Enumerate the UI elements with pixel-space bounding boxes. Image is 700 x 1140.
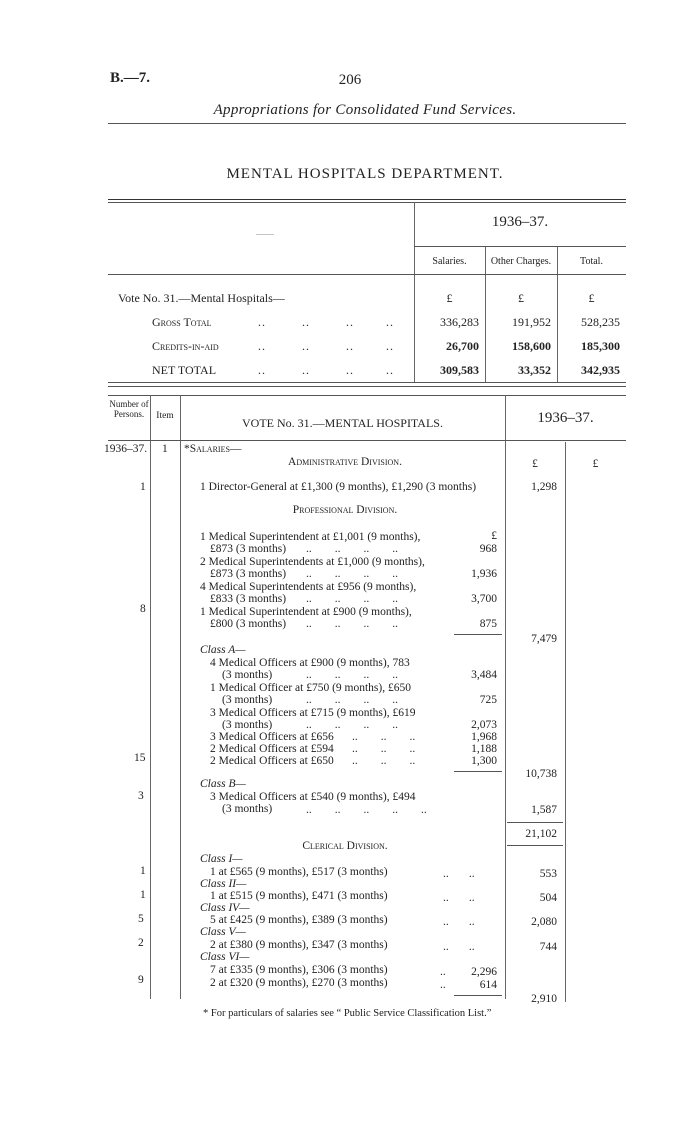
detail-head-rule bbox=[108, 440, 626, 441]
total-pound: £ bbox=[592, 458, 599, 470]
summary-bottom-rule-2 bbox=[108, 386, 626, 387]
class-iv-num: 5 bbox=[138, 913, 144, 925]
class-a-simple-2-dots: .. .. .. bbox=[352, 743, 416, 755]
credits-total: 185,300 bbox=[581, 339, 620, 353]
detail-year: 1936–37. bbox=[537, 410, 594, 426]
class-iv-text: 5 at £425 (9 months), £389 (3 months) bbox=[210, 914, 388, 926]
summary-head-rule bbox=[108, 274, 626, 275]
net-salaries: 309,583 bbox=[440, 363, 479, 377]
class-a-simple-1-val: 1,968 bbox=[471, 731, 497, 743]
class-vi-sum-rule bbox=[454, 995, 502, 996]
prof-line-1-val: 968 bbox=[479, 543, 497, 555]
class-vi-line-2-dots: .. bbox=[440, 979, 446, 991]
class-a-total: 10,738 bbox=[525, 768, 557, 780]
detail-top-rule bbox=[108, 395, 626, 396]
class-i-dots: .. .. bbox=[443, 868, 475, 880]
class-a-simple-2: 2 Medical Officers at £594 bbox=[210, 743, 334, 755]
class-iv-dots: .. .. bbox=[443, 916, 475, 928]
class-a-num: 15 bbox=[134, 752, 146, 764]
vote-label: Vote No. 31.—Mental Hospitals— bbox=[118, 291, 285, 305]
admin-num: 1 bbox=[140, 481, 146, 493]
prof-grand-rule bbox=[507, 822, 563, 823]
detail-title: VOTE No. 31.—MENTAL HOSPITALS. bbox=[242, 416, 443, 430]
class-b-val: 1,587 bbox=[531, 804, 557, 816]
header-rule bbox=[108, 123, 626, 124]
col-total: Total. bbox=[580, 256, 603, 267]
salaries-heading: *Salaries— bbox=[184, 443, 242, 455]
class-a-simple-1-dots: .. .. .. bbox=[352, 731, 416, 743]
class-b-heading: Class B— bbox=[200, 778, 246, 790]
class-vi-line-1: 7 at £335 (9 months), £306 (3 months) bbox=[210, 964, 388, 976]
class-vi-num: 9 bbox=[138, 974, 144, 986]
gross-total-label: Gross Total bbox=[152, 315, 212, 329]
class-a-line-3b: (3 months) bbox=[222, 719, 273, 731]
class-a-line-1b: (3 months) bbox=[222, 669, 273, 681]
gross-other: 191,952 bbox=[512, 315, 551, 329]
credits-salaries: 26,700 bbox=[446, 339, 479, 353]
pound-other: £ bbox=[518, 291, 524, 305]
net-total-label: NET TOTAL bbox=[152, 363, 217, 377]
class-v-num: 2 bbox=[138, 937, 144, 949]
class-a-line-2b: (3 months) bbox=[222, 694, 273, 706]
net-total: 342,935 bbox=[581, 363, 620, 377]
class-vi-line-2: 2 at £320 (9 months), £270 (3 months) bbox=[210, 977, 388, 989]
prof-grand-total: 21,102 bbox=[525, 828, 557, 840]
class-a-line-3-dots: .. .. .. .. bbox=[306, 719, 398, 731]
gross-total: 528,235 bbox=[581, 315, 620, 329]
prof-sum-rule bbox=[454, 634, 502, 635]
prof-line-4-dots: .. .. .. .. bbox=[306, 618, 398, 630]
class-a-line-2a: 1 Medical Officer at £750 (9 months), £650 bbox=[210, 682, 411, 694]
amount-pound: £ bbox=[532, 458, 538, 470]
pound-salaries: £ bbox=[446, 291, 453, 305]
class-v-dots: .. .. bbox=[443, 941, 475, 953]
col-other-charges: Other Charges. bbox=[490, 256, 552, 267]
prof-line-2-val: 1,936 bbox=[471, 568, 497, 580]
class-ii-heading: Class II— bbox=[200, 878, 247, 890]
prof-line-2a: 2 Medical Superintendents at £1,000 (9 months), bbox=[200, 556, 425, 568]
class-iv-val: 2,080 bbox=[531, 916, 557, 928]
credits-label: Credits-in-aid bbox=[152, 339, 219, 353]
report-reference: B.—7. bbox=[110, 70, 151, 86]
department-title: MENTAL HOSPITALS DEPARTMENT. bbox=[226, 166, 504, 182]
class-i-val: 553 bbox=[539, 868, 557, 880]
gross-salaries: 336,283 bbox=[440, 315, 479, 329]
prof-line-2b: £873 (3 months) bbox=[210, 568, 287, 580]
class-a-line-1-dots: .. .. .. .. bbox=[306, 669, 398, 681]
class-iv-heading: Class IV— bbox=[200, 902, 250, 914]
admin-amount: 1,298 bbox=[531, 481, 557, 493]
prof-line-3b: £833 (3 months) bbox=[210, 593, 287, 605]
prof-grand-rule-2 bbox=[507, 845, 563, 846]
prof-line-3-dots: .. .. .. .. bbox=[306, 593, 398, 605]
class-a-simple-3: 2 Medical Officers at £650 bbox=[210, 755, 334, 767]
col-number-persons: Number of Persons. bbox=[109, 399, 149, 419]
credits-dots: .. .. .. .. bbox=[258, 339, 394, 353]
class-ii-text: 1 at £515 (9 months), £471 (3 months) bbox=[210, 890, 388, 902]
summary-blank-header: —— bbox=[256, 229, 274, 239]
net-dots: .. .. .. .. bbox=[258, 363, 394, 377]
class-b-num: 3 bbox=[138, 790, 144, 802]
class-a-simple-2-val: 1,188 bbox=[471, 743, 497, 755]
admin-text: 1 Director-General at £1,300 (9 months), £1,290 (3 months) bbox=[200, 481, 477, 493]
page-number: 206 bbox=[338, 72, 362, 88]
class-ii-val: 504 bbox=[539, 892, 557, 904]
class-a-simple-1: 3 Medical Officers at £656 bbox=[210, 731, 334, 743]
first-year-label: 1936–37. bbox=[104, 443, 148, 455]
col-item: Item bbox=[156, 411, 174, 421]
class-b-dots: .. .. .. .. .. bbox=[306, 804, 427, 816]
prof-line-3-val: 3,700 bbox=[471, 593, 497, 605]
class-a-simple-3-dots: .. .. .. bbox=[352, 755, 416, 767]
col-salaries: Salaries. bbox=[432, 256, 467, 267]
prof-line-3a: 4 Medical Superintendents at £956 (9 months), bbox=[200, 581, 417, 593]
summary-top-rule-2 bbox=[108, 202, 626, 203]
class-v-heading: Class V— bbox=[200, 926, 246, 938]
prof-line-1-dots: .. .. .. .. bbox=[306, 543, 398, 555]
prof-line-1a: 1 Medical Superintendent at £1,001 (9 months), bbox=[200, 531, 421, 543]
prof-line-4-val: 875 bbox=[479, 618, 497, 630]
class-a-heading: Class A— bbox=[200, 644, 246, 656]
footnote: * For particulars of salaries see “ Public Service Classification List.” bbox=[203, 1008, 492, 1019]
prof-pound: £ bbox=[491, 530, 497, 542]
class-vi-line-1-val: 2,296 bbox=[471, 966, 497, 978]
class-a-line-3-val: 2,073 bbox=[471, 719, 497, 731]
class-v-val: 744 bbox=[539, 941, 557, 953]
credits-other: 158,600 bbox=[512, 339, 551, 353]
summary-year: 1936–37. bbox=[491, 214, 549, 230]
class-i-text: 1 at £565 (9 months), £517 (3 months) bbox=[210, 866, 388, 878]
admin-division-heading: Administrative Division. bbox=[288, 456, 402, 468]
class-v-text: 2 at £380 (9 months), £347 (3 months) bbox=[210, 939, 388, 951]
net-other: 33,352 bbox=[518, 363, 551, 377]
class-a-simple-3-val: 1,300 bbox=[471, 755, 497, 767]
class-vi-total: 2,910 bbox=[531, 993, 557, 1005]
prof-num: 8 bbox=[140, 603, 146, 615]
class-a-line-1-val: 3,484 bbox=[471, 669, 497, 681]
prof-division-heading: Professional Division. bbox=[292, 504, 398, 516]
class-vi-heading: Class VI— bbox=[200, 951, 250, 963]
prof-total: 7,479 bbox=[531, 633, 557, 645]
class-ii-dots: .. .. bbox=[443, 892, 475, 904]
item-number: 1 bbox=[162, 443, 168, 455]
class-vi-line-1-dots: .. bbox=[440, 966, 446, 978]
class-i-num: 1 bbox=[140, 865, 146, 877]
pound-total: £ bbox=[588, 291, 595, 305]
class-b-line-b: (3 months) bbox=[222, 803, 273, 815]
class-a-line-2-dots: .. .. .. .. bbox=[306, 694, 398, 706]
class-i-heading: Class I— bbox=[200, 853, 243, 865]
prof-line-2-dots: .. .. .. .. bbox=[306, 568, 398, 580]
prof-line-4b: £800 (3 months) bbox=[210, 618, 287, 630]
class-ii-num: 1 bbox=[140, 889, 146, 901]
prof-line-4a: 1 Medical Superintendent at £900 (9 months), bbox=[200, 606, 412, 618]
class-a-line-3a: 3 Medical Officers at £715 (9 months), £619 bbox=[210, 707, 416, 719]
class-a-line-2-val: 725 bbox=[479, 694, 497, 706]
page-subtitle: Appropriations for Consolidated Fund Services. bbox=[213, 102, 517, 118]
detail-num-divider bbox=[150, 395, 151, 999]
class-a-sum-rule bbox=[454, 771, 502, 772]
class-a-line-1a: 4 Medical Officers at £900 (9 months), 783 bbox=[210, 657, 410, 669]
class-b-line-a: 3 Medical Officers at £540 (9 months), £494 bbox=[210, 791, 416, 803]
summary-year-rule bbox=[414, 246, 626, 247]
clerical-division-heading: Clerical Division. bbox=[302, 840, 388, 852]
summary-bottom-rule bbox=[108, 382, 626, 383]
summary-top-rule bbox=[108, 199, 626, 200]
detail-item-divider bbox=[180, 395, 181, 999]
class-vi-line-2-val: 614 bbox=[479, 979, 497, 991]
prof-line-1b: £873 (3 months) bbox=[210, 543, 287, 555]
detail-total-divider bbox=[565, 442, 566, 1002]
gross-dots: .. .. .. .. bbox=[258, 315, 394, 329]
